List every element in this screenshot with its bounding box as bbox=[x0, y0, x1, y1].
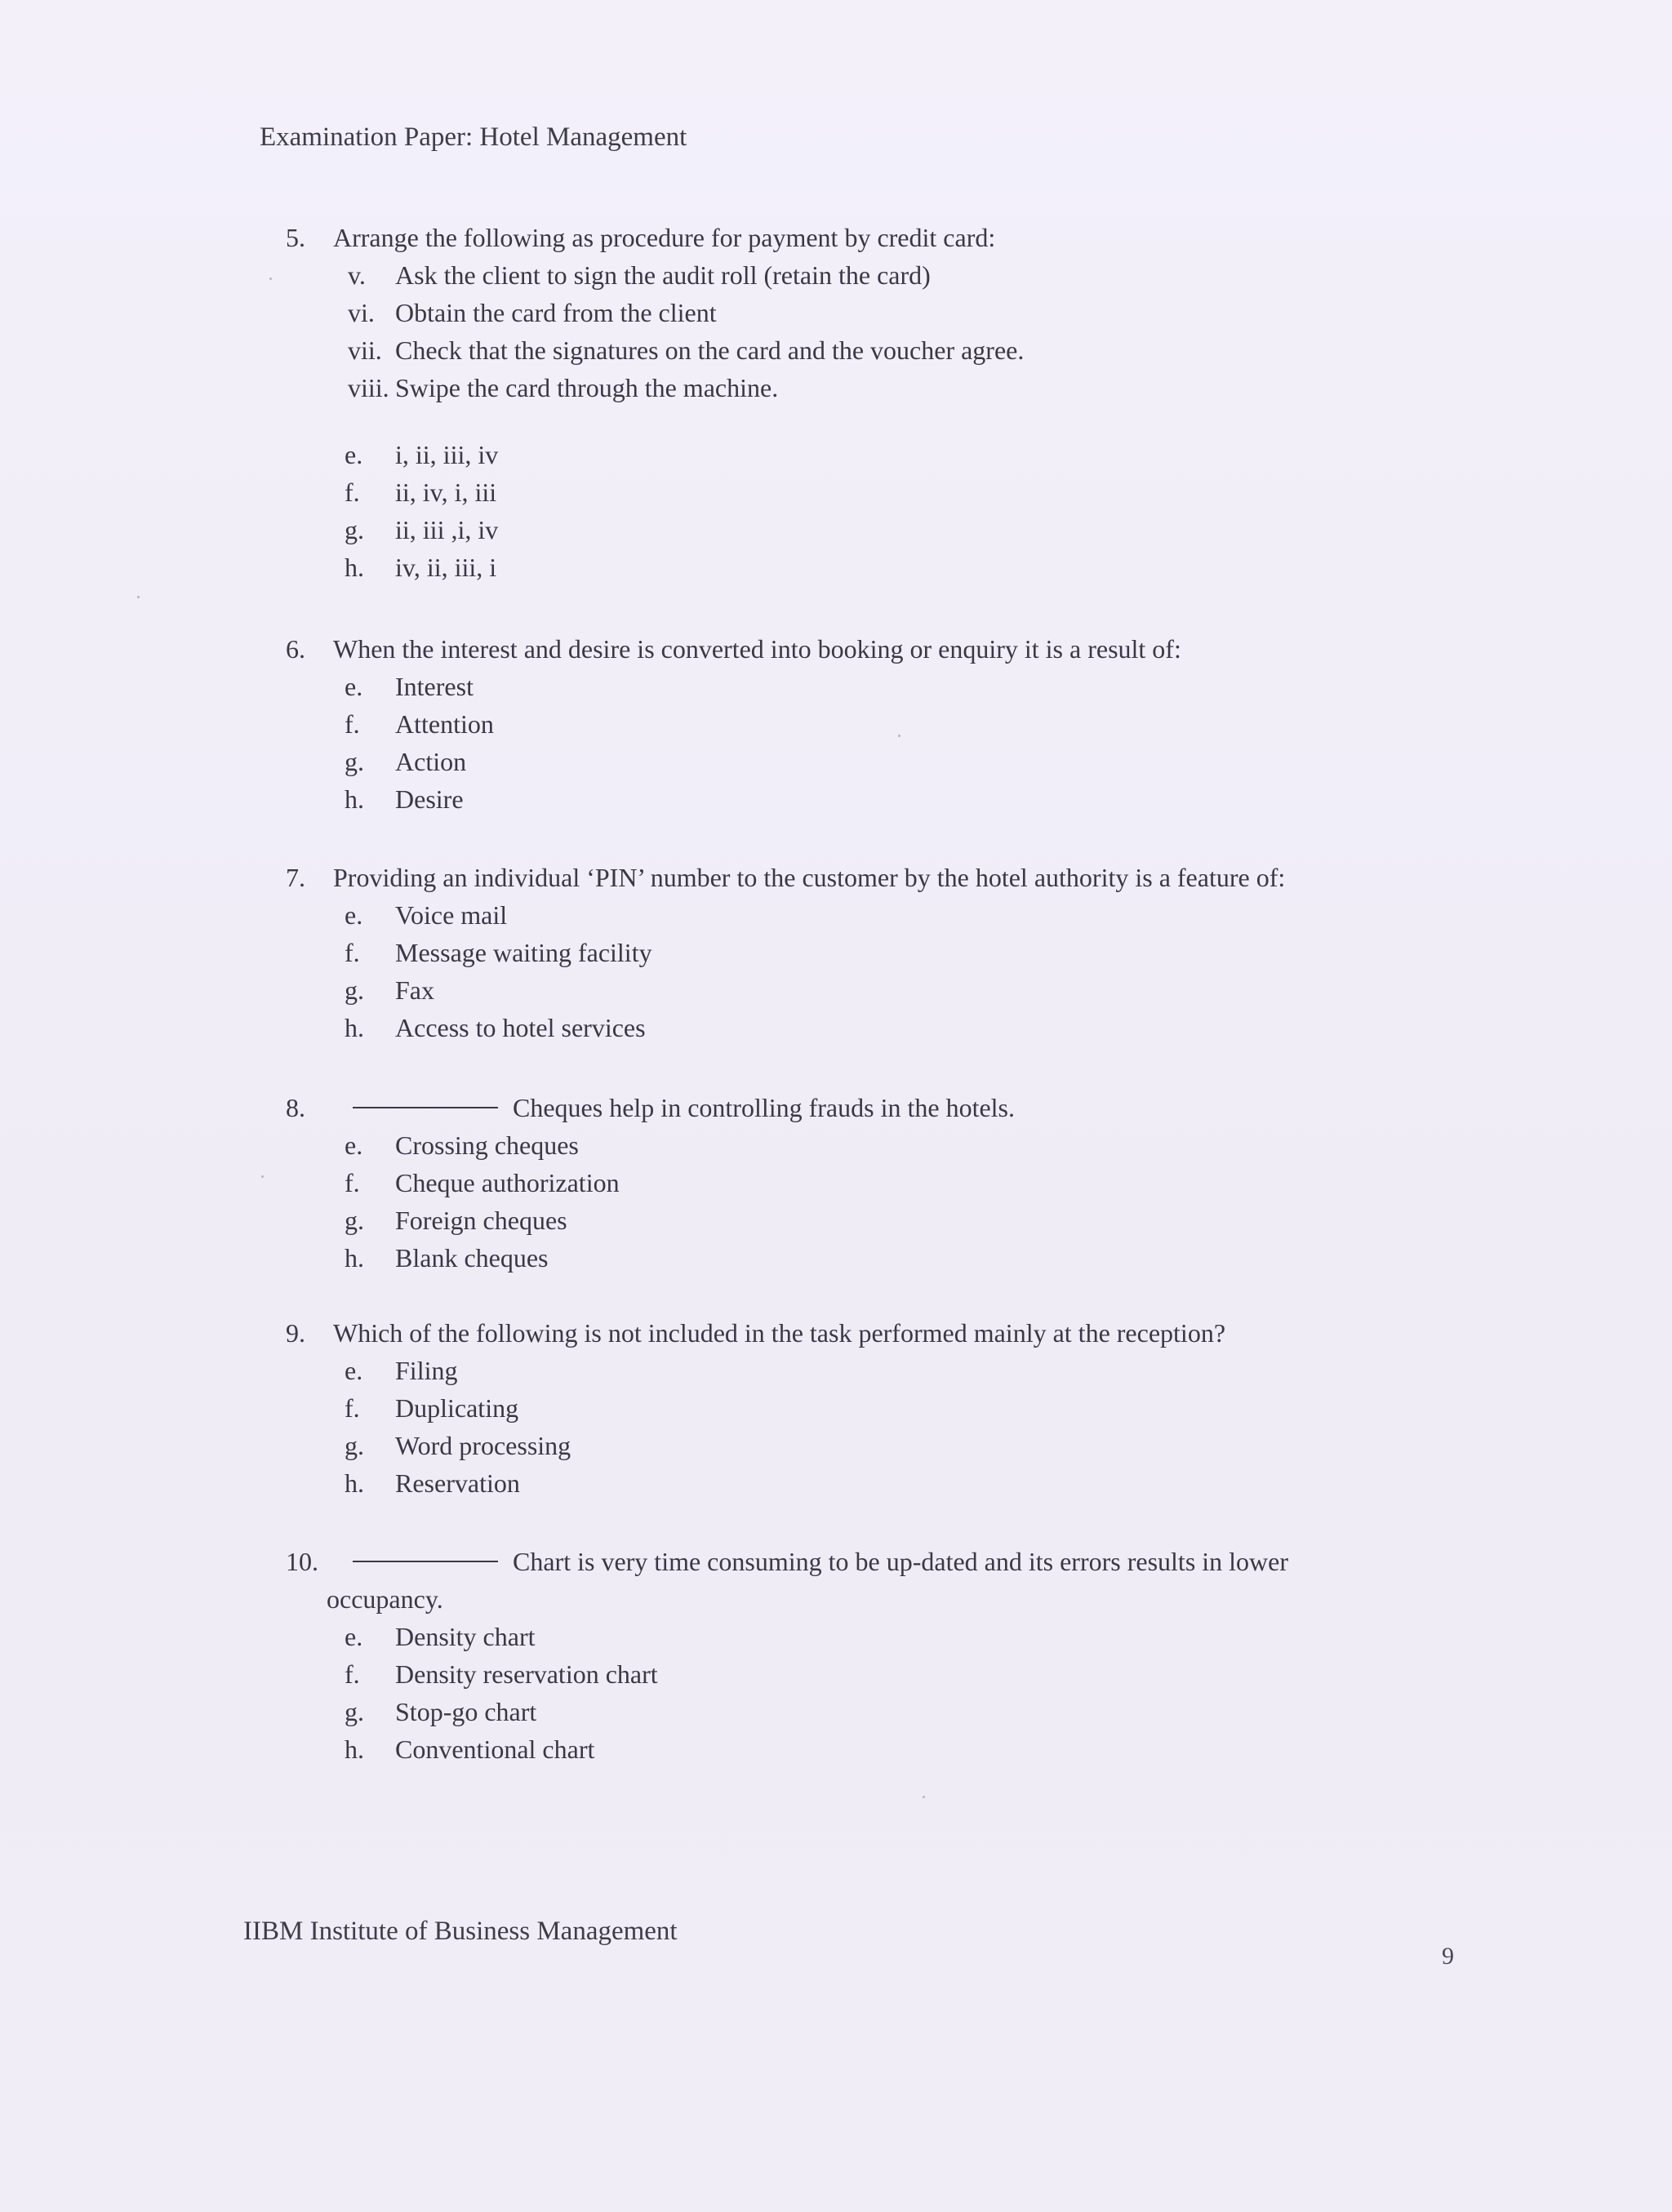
fill-in-blank bbox=[353, 1543, 498, 1562]
answer-option: g. Word processing bbox=[345, 1431, 571, 1460]
question-text: Which of the following is not included in the task performed mainly at the reception? bbox=[333, 1318, 1226, 1348]
question-text: Providing an individual ‘PIN’ number to the customer by the hotel authority is a feature of: bbox=[333, 863, 1286, 892]
list-item: v. Ask the client to sign the audit roll (retain the card) bbox=[348, 260, 931, 290]
answer-option: f. Cheque authorization bbox=[345, 1168, 620, 1197]
question-number: 8. bbox=[286, 1093, 305, 1122]
page-number: 9 bbox=[1442, 1943, 1454, 1970]
answer-option: f. Message waiting facility bbox=[345, 938, 652, 967]
scan-speck bbox=[261, 1175, 264, 1178]
answer-options bbox=[286, 896, 1363, 1046]
answer-option: h. Desire bbox=[345, 784, 464, 814]
scan-speck bbox=[923, 1796, 925, 1798]
answer-option: g. Stop-go chart bbox=[345, 1697, 537, 1726]
scan-speck bbox=[269, 278, 272, 280]
answer-options bbox=[286, 1352, 1363, 1502]
answer-options bbox=[286, 1618, 1363, 1768]
list-item: viii. Swipe the card through the machine. bbox=[348, 373, 779, 402]
answer-option: h. iv, ii, iii, i bbox=[345, 553, 497, 582]
scan-speck bbox=[137, 596, 140, 598]
list-item: vi. Obtain the card from the client bbox=[348, 298, 717, 327]
answer-option: e. Filing bbox=[345, 1356, 458, 1385]
question-text-continuation: occupancy. bbox=[327, 1584, 443, 1614]
answer-options bbox=[286, 668, 1363, 818]
question-6 bbox=[286, 630, 1363, 818]
question-8 bbox=[286, 1089, 1363, 1277]
answer-option: f. ii, iv, i, iii bbox=[345, 477, 497, 507]
question-text: Cheques help in controlling frauds in the hotels. bbox=[513, 1093, 1015, 1122]
list-item: vii. Check that the signatures on the card and the voucher agree. bbox=[348, 335, 1025, 365]
answer-option: f. Duplicating bbox=[345, 1393, 519, 1423]
answer-option: h. Blank cheques bbox=[345, 1243, 549, 1273]
answer-option: e. Interest bbox=[345, 672, 474, 701]
answer-option: g. Action bbox=[345, 747, 467, 776]
answer-option: h. Conventional chart bbox=[345, 1735, 595, 1764]
question-10 bbox=[286, 1543, 1363, 1768]
answer-option: g. Fax bbox=[345, 975, 434, 1005]
answer-option: e. i, ii, iii, iv bbox=[345, 440, 499, 469]
question-number: 5. bbox=[286, 223, 305, 252]
procedure-steps bbox=[286, 256, 1363, 406]
answer-option: h. Reservation bbox=[345, 1468, 520, 1498]
question-7 bbox=[286, 859, 1363, 1046]
answer-option: f. Attention bbox=[345, 709, 494, 739]
question-text: Arrange the following as procedure for payment by credit card: bbox=[333, 223, 996, 252]
answer-option: h. Access to hotel services bbox=[345, 1013, 646, 1042]
answer-option: f. Density reservation chart bbox=[345, 1659, 658, 1689]
answer-options bbox=[286, 1126, 1363, 1277]
answer-options bbox=[286, 436, 1363, 586]
page-footer: IIBM Institute of Business Management bbox=[243, 1917, 678, 1946]
question-number: 7. bbox=[286, 863, 305, 892]
question-text: When the interest and desire is converted into booking or enquiry it is a result of: bbox=[333, 634, 1181, 664]
answer-option: g. ii, iii ,i, iv bbox=[345, 515, 499, 544]
question-number: 9. bbox=[286, 1318, 305, 1348]
question-9 bbox=[286, 1314, 1363, 1502]
answer-option: g. Foreign cheques bbox=[345, 1206, 567, 1235]
question-number: 6. bbox=[286, 634, 305, 664]
fill-in-blank bbox=[353, 1089, 498, 1108]
question-text: Chart is very time consuming to be up-dated and its errors results in lower bbox=[513, 1547, 1289, 1576]
answer-option: e. Density chart bbox=[345, 1622, 536, 1651]
answer-option: e. Voice mail bbox=[345, 900, 508, 930]
answer-option: e. Crossing cheques bbox=[345, 1130, 579, 1160]
page-header: Examination Paper: Hotel Management bbox=[260, 122, 687, 152]
question-number: 10. bbox=[286, 1547, 318, 1576]
scan-speck bbox=[898, 735, 900, 737]
question-5 bbox=[286, 219, 1363, 586]
